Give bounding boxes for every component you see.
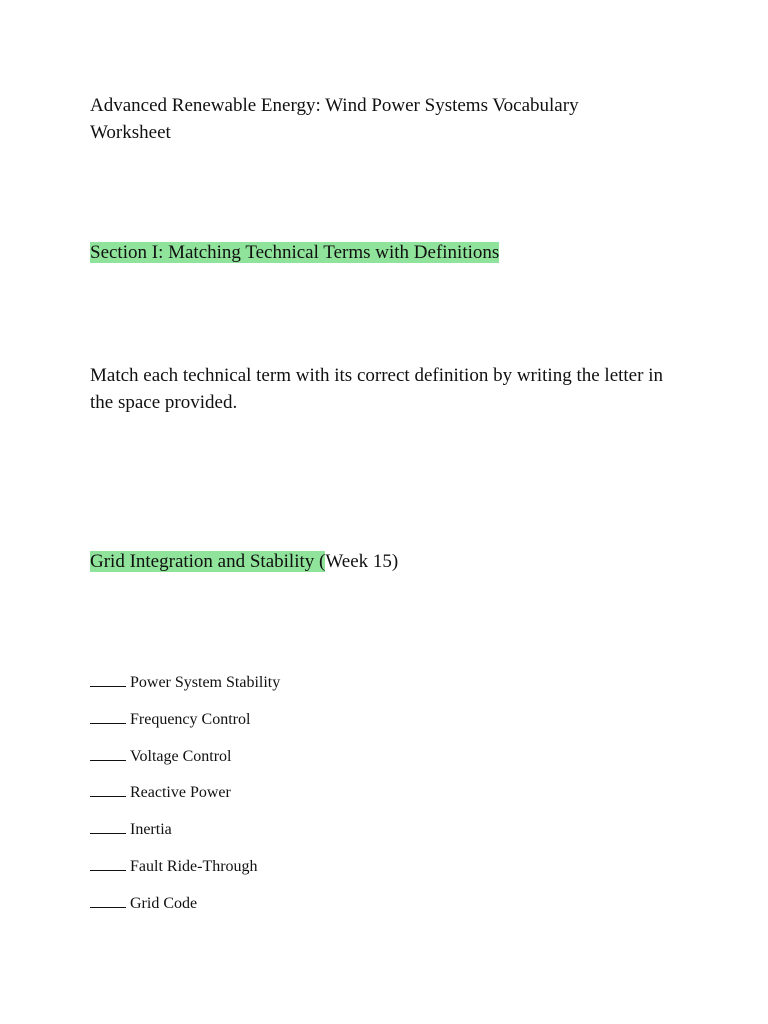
section-heading-highlight: Section I: Matching Technical Terms with Definitions xyxy=(90,242,500,263)
term-item xyxy=(90,817,280,854)
term-label: Fault Ride-Through xyxy=(130,857,258,875)
answer-blank xyxy=(90,817,126,834)
subheading-highlight: Grid Integration and Stability ( xyxy=(90,551,326,572)
term-label: Voltage Control xyxy=(130,747,232,765)
answer-blank xyxy=(90,854,126,871)
subheading-plain: Week 15) xyxy=(325,551,399,572)
answer-blank xyxy=(90,707,126,724)
worksheet-title: Advanced Renewable Energy: Wind Power Systems Vocabulary Worksheet xyxy=(90,95,579,143)
instructions-text: Match each technical term with its correct definition by writing the letter in the space provided. xyxy=(90,365,663,413)
term-list xyxy=(90,670,280,928)
answer-blank xyxy=(90,780,126,797)
term-label: Power System Stability xyxy=(130,674,281,691)
term-item xyxy=(90,891,280,928)
term-label: Inertia xyxy=(130,821,172,839)
answer-blank xyxy=(90,670,126,687)
term-item xyxy=(90,744,280,781)
answer-blank xyxy=(90,744,126,761)
term-label: Reactive Power xyxy=(130,784,231,802)
subheading xyxy=(90,549,398,575)
term-item xyxy=(90,854,280,891)
term-item xyxy=(90,780,280,817)
term-label: Frequency Control xyxy=(130,710,251,728)
term-item xyxy=(90,707,280,744)
answer-blank xyxy=(90,891,126,908)
term-label: Grid Code xyxy=(130,894,198,912)
section-heading xyxy=(90,240,499,266)
term-item xyxy=(90,670,280,707)
